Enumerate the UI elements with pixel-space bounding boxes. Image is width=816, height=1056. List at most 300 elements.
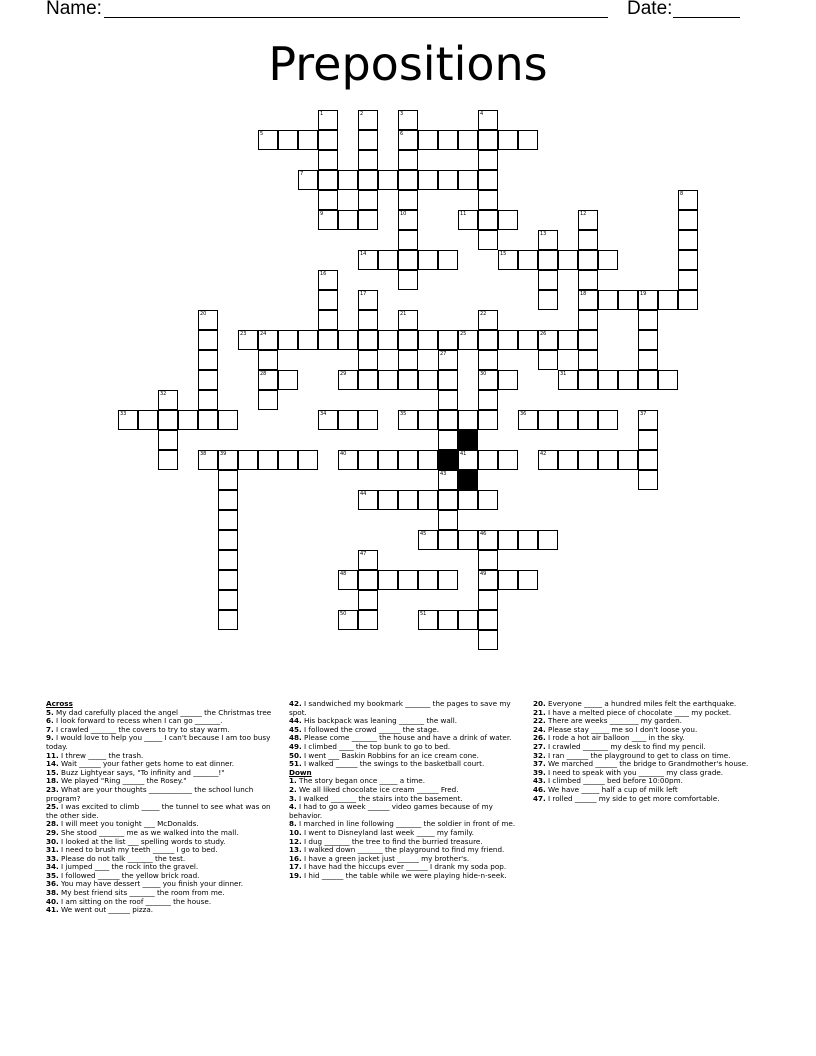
clue-number: 14 (360, 251, 367, 257)
grid-cell[interactable] (378, 250, 398, 270)
grid-cell[interactable] (418, 330, 438, 350)
grid-cell[interactable] (578, 450, 598, 470)
clue-text: I went ___ Baskin Robbins for an ice cream cone. (304, 750, 479, 760)
grid-cell[interactable] (378, 370, 398, 390)
clue-number: 13. (289, 845, 302, 855)
grid-cell[interactable] (338, 610, 358, 630)
grid-cell[interactable] (578, 310, 598, 330)
grid-cell[interactable] (598, 450, 618, 470)
grid-cell[interactable] (538, 250, 558, 270)
clue-number: 9. (46, 733, 54, 743)
clue-text: I had to go a week ______ video games because of my behavior. (289, 802, 493, 820)
clue-number: 2. (289, 784, 297, 794)
grid-cell[interactable] (318, 210, 338, 230)
grid-cell[interactable] (398, 170, 418, 190)
grid-cell[interactable] (578, 270, 598, 290)
grid-cell[interactable] (358, 350, 378, 370)
clue-text: We all liked chocolate ice cream ______ Fred. (299, 784, 459, 794)
grid-cell[interactable] (498, 570, 518, 590)
grid-cell[interactable] (478, 450, 498, 470)
grid-cell[interactable] (618, 450, 638, 470)
clue-text: We played "Ring ______ the Rosey." (61, 776, 187, 786)
grid-cell[interactable] (518, 330, 538, 350)
grid-cell[interactable] (478, 390, 498, 410)
grid-cell[interactable] (318, 110, 338, 130)
clue-number: 43. (533, 776, 546, 786)
grid-cell[interactable] (398, 330, 418, 350)
clue-number: 28 (260, 371, 267, 377)
grid-cell[interactable] (478, 350, 498, 370)
clue-text: I look forward to recess when I can go _______. (56, 716, 223, 726)
grid-cell[interactable] (138, 410, 158, 430)
grid-cell[interactable] (218, 570, 238, 590)
grid-cell[interactable] (478, 590, 498, 610)
grid-cell[interactable] (298, 330, 318, 350)
grid-cell[interactable] (398, 310, 418, 330)
clue-text: I jumped ____ the rock into the gravel. (61, 862, 199, 872)
clues-column-2 (289, 700, 521, 880)
grid-cell[interactable] (218, 410, 238, 430)
grid-cell[interactable] (358, 450, 378, 470)
grid-cell[interactable] (398, 570, 418, 590)
grid-cell[interactable] (438, 530, 458, 550)
grid-cell[interactable] (458, 610, 478, 630)
grid-cell[interactable] (118, 410, 138, 430)
grid-cell[interactable] (478, 310, 498, 330)
grid-cell[interactable] (438, 370, 458, 390)
grid-cell[interactable] (218, 590, 238, 610)
clues-heading: Across (46, 699, 73, 708)
grid-cell[interactable] (678, 290, 698, 310)
clue-number: 22. (533, 716, 546, 726)
grid-cell[interactable] (358, 570, 378, 590)
clue-number: 38 (200, 451, 207, 457)
clue-number: 20 (200, 311, 207, 317)
clue-text: I have a melted piece of chocolate ____ my pocket. (548, 707, 732, 717)
grid-cell[interactable] (638, 470, 658, 490)
grid-cell[interactable] (398, 490, 418, 510)
grid-cell[interactable] (518, 570, 538, 590)
grid-cell[interactable] (398, 190, 418, 210)
grid-cell[interactable] (578, 350, 598, 370)
clue-text: My best friend sits _______ the room from me. (61, 888, 225, 898)
grid-cell[interactable] (458, 170, 478, 190)
grid-cell[interactable] (678, 210, 698, 230)
grid-cell[interactable] (418, 450, 438, 470)
grid-cell[interactable] (678, 230, 698, 250)
grid-cell[interactable] (458, 490, 478, 510)
grid-cell[interactable] (298, 130, 318, 150)
grid-cell[interactable] (198, 350, 218, 370)
grid-cell[interactable] (538, 290, 558, 310)
clue-number: 51 (420, 611, 427, 617)
grid-cell[interactable] (378, 490, 398, 510)
grid-cell[interactable] (438, 570, 458, 590)
grid-cell[interactable] (558, 250, 578, 270)
clue-number: 30. (46, 836, 59, 846)
across-clue (289, 760, 521, 769)
grid-cell[interactable] (358, 290, 378, 310)
clue-number: 21. (533, 707, 546, 717)
grid-cell[interactable] (438, 430, 458, 450)
grid-cell[interactable] (398, 250, 418, 270)
grid-cell[interactable] (398, 410, 418, 430)
grid-cell[interactable] (618, 370, 638, 390)
clue-number: 21 (400, 311, 407, 317)
grid-cell[interactable] (418, 490, 438, 510)
grid-cell[interactable] (218, 510, 238, 530)
grid-cell[interactable] (458, 450, 478, 470)
grid-cell[interactable] (358, 370, 378, 390)
clue-text: I dug _______ the tree to find the burried treasure. (304, 836, 483, 846)
clue-number: 37 (640, 411, 647, 417)
grid-cell[interactable] (358, 170, 378, 190)
across-clue (46, 803, 278, 820)
clue-text: I have had the hiccups ever ______ I drank my soda pop. (304, 862, 507, 872)
down-clue (533, 795, 773, 804)
grid-cell[interactable] (178, 410, 198, 430)
grid-cell[interactable] (478, 190, 498, 210)
across-clue (46, 734, 278, 751)
grid-cell[interactable] (378, 570, 398, 590)
grid-cell[interactable] (478, 150, 498, 170)
grid-cell[interactable] (398, 150, 418, 170)
grid-cell[interactable] (278, 330, 298, 350)
clue-number: 3 (400, 111, 404, 117)
grid-cell[interactable] (418, 130, 438, 150)
grid-cell[interactable] (258, 370, 278, 390)
grid-cell[interactable] (458, 530, 478, 550)
clue-text: She stood _______ me as we walked into the mall. (61, 827, 239, 837)
clue-text: I have a green jacket just ______ my brother's. (304, 853, 470, 863)
clue-number: 5. (46, 707, 54, 717)
grid-cell[interactable] (558, 450, 578, 470)
clue-text: I rode a hot air balloon ____ in the sky. (548, 733, 685, 743)
clue-number: 29 (340, 371, 347, 377)
grid-cell[interactable] (578, 230, 598, 250)
grid-cell[interactable] (318, 330, 338, 350)
grid-cell[interactable] (518, 130, 538, 150)
grid-cell[interactable] (658, 370, 678, 390)
grid-cell[interactable] (438, 510, 458, 530)
grid-cell[interactable] (158, 410, 178, 430)
clue-number: 42. (289, 699, 302, 708)
grid-cell[interactable] (578, 290, 598, 310)
grid-cell[interactable] (638, 370, 658, 390)
grid-cell[interactable] (218, 530, 238, 550)
clue-text: I walked ______ the swings to the basketball court. (304, 759, 485, 769)
grid-cell[interactable] (218, 470, 238, 490)
grid-cell[interactable] (538, 530, 558, 550)
clue-number: 4. (289, 802, 297, 812)
grid-cell[interactable] (478, 130, 498, 150)
grid-cell[interactable] (478, 110, 498, 130)
grid-cell[interactable] (318, 290, 338, 310)
grid-cell[interactable] (418, 370, 438, 390)
clue-number: 18 (580, 291, 587, 297)
grid-cell[interactable] (158, 450, 178, 470)
grid-cell[interactable] (578, 370, 598, 390)
grid-cell[interactable] (418, 410, 438, 430)
clue-text: I will meet you tonight ___ McDonalds. (61, 819, 199, 829)
clue-text: My dad carefully placed the angel ______ the Christmas tree (56, 707, 272, 717)
grid-cell[interactable] (538, 450, 558, 470)
grid-cell[interactable] (478, 630, 498, 650)
grid-cell[interactable] (198, 450, 218, 470)
grid-cell[interactable] (518, 530, 538, 550)
grid-cell[interactable] (478, 490, 498, 510)
clue-text: I marched in line following _______ the soldier in front of me. (299, 819, 516, 829)
clue-text: I rolled ______ my side to get more comfortable. (548, 793, 720, 803)
grid-cell[interactable] (658, 290, 678, 310)
grid-cell[interactable] (498, 130, 518, 150)
grid-cell[interactable] (358, 210, 378, 230)
clue-number: 51. (289, 759, 302, 769)
grid-cell[interactable] (478, 170, 498, 190)
grid-cell[interactable] (498, 330, 518, 350)
grid-cell[interactable] (218, 550, 238, 570)
clue-number: 47 (360, 551, 367, 557)
clue-text: I crawled _______ my desk to find my pencil. (548, 741, 706, 751)
grid-cell[interactable] (198, 370, 218, 390)
clue-text: I am sitting on the roof _______ the house. (61, 896, 212, 906)
clue-text: The story began once _____ a time. (299, 776, 426, 786)
clue-number: 37. (533, 759, 546, 769)
grid-cell[interactable] (418, 250, 438, 270)
grid-cell-black (458, 470, 478, 490)
grid-cell[interactable] (258, 330, 278, 350)
grid-cell[interactable] (558, 370, 578, 390)
clue-number: 25 (460, 331, 467, 337)
grid-cell[interactable] (578, 250, 598, 270)
grid-cell[interactable] (638, 350, 658, 370)
grid-cell[interactable] (398, 210, 418, 230)
grid-cell[interactable] (398, 450, 418, 470)
grid-cell[interactable] (358, 590, 378, 610)
clue-number: 29. (46, 827, 59, 837)
grid-cell[interactable] (538, 270, 558, 290)
grid-cell[interactable] (578, 330, 598, 350)
grid-cell[interactable] (478, 530, 498, 550)
grid-cell[interactable] (398, 370, 418, 390)
grid-cell[interactable] (158, 390, 178, 410)
grid-cell[interactable] (398, 110, 418, 130)
grid-cell[interactable] (438, 470, 458, 490)
grid-cell[interactable] (358, 250, 378, 270)
grid-cell[interactable] (278, 370, 298, 390)
grid-cell[interactable] (498, 530, 518, 550)
grid-cell[interactable] (398, 350, 418, 370)
grid-cell[interactable] (578, 210, 598, 230)
grid-cell[interactable] (338, 450, 358, 470)
grid-cell[interactable] (338, 330, 358, 350)
clue-number: 23. (46, 784, 59, 794)
grid-cell[interactable] (358, 330, 378, 350)
grid-cell[interactable] (258, 450, 278, 470)
grid-cell[interactable] (478, 610, 498, 630)
clue-number: 13 (540, 231, 547, 237)
grid-cell[interactable] (398, 130, 418, 150)
grid-cell[interactable] (258, 390, 278, 410)
grid-cell[interactable] (498, 250, 518, 270)
clue-text: We went out ______ pizza. (61, 905, 154, 915)
grid-cell[interactable] (358, 410, 378, 430)
grid-cell[interactable] (318, 410, 338, 430)
grid-cell[interactable] (638, 330, 658, 350)
grid-cell[interactable] (438, 330, 458, 350)
grid-cell[interactable] (518, 410, 538, 430)
grid-cell[interactable] (258, 130, 278, 150)
grid-cell[interactable] (478, 570, 498, 590)
grid-cell[interactable] (218, 490, 238, 510)
grid-cell[interactable] (398, 270, 418, 290)
grid-cell[interactable] (298, 170, 318, 190)
across-clue (46, 786, 278, 803)
grid-cell[interactable] (378, 450, 398, 470)
grid-cell[interactable] (278, 450, 298, 470)
grid-cell[interactable] (678, 190, 698, 210)
grid-cell[interactable] (378, 330, 398, 350)
grid-cell[interactable] (338, 210, 358, 230)
grid-cell-black (458, 430, 478, 450)
grid-cell[interactable] (438, 250, 458, 270)
clue-number: 39. (533, 767, 546, 777)
grid-cell[interactable] (258, 350, 278, 370)
grid-cell[interactable] (598, 370, 618, 390)
grid-cell[interactable] (438, 490, 458, 510)
grid-cell[interactable] (198, 330, 218, 350)
grid-cell[interactable] (538, 410, 558, 430)
grid-cell[interactable] (678, 250, 698, 270)
grid-cell[interactable] (598, 290, 618, 310)
grid-cell[interactable] (438, 410, 458, 430)
grid-cell[interactable] (418, 530, 438, 550)
clue-text: I need to brush my teeth ______ I go to bed. (61, 845, 218, 855)
grid-cell[interactable] (498, 450, 518, 470)
clue-text: I threw _____ the trash. (61, 750, 144, 760)
grid-cell[interactable] (358, 110, 378, 130)
clue-number: 5 (260, 131, 264, 137)
grid-cell[interactable] (598, 410, 618, 430)
grid-cell[interactable] (638, 410, 658, 430)
grid-cell[interactable] (438, 390, 458, 410)
clue-number: 24. (533, 724, 546, 734)
grid-cell[interactable] (678, 270, 698, 290)
grid-cell[interactable] (458, 130, 478, 150)
grid-cell[interactable] (478, 210, 498, 230)
grid-cell[interactable] (618, 290, 638, 310)
clue-number: 16. (289, 853, 302, 863)
grid-cell[interactable] (438, 170, 458, 190)
grid-cell[interactable] (538, 330, 558, 350)
clue-number: 30 (480, 371, 487, 377)
grid-cell[interactable] (498, 210, 518, 230)
grid-cell[interactable] (318, 190, 338, 210)
grid-cell[interactable] (578, 410, 598, 430)
grid-cell[interactable] (318, 170, 338, 190)
grid-cell[interactable] (358, 190, 378, 210)
grid-cell[interactable] (278, 130, 298, 150)
clue-number: 11 (460, 211, 467, 217)
grid-cell[interactable] (458, 410, 478, 430)
grid-cell[interactable] (538, 230, 558, 250)
clue-number: 31 (560, 371, 567, 377)
grid-cell[interactable] (358, 310, 378, 330)
grid-cell[interactable] (558, 330, 578, 350)
clue-text: There are weeks ________ my garden. (548, 716, 682, 726)
grid-cell[interactable] (638, 310, 658, 330)
grid-cell[interactable] (358, 550, 378, 570)
grid-cell[interactable] (318, 270, 338, 290)
grid-cell[interactable] (438, 130, 458, 150)
grid-cell[interactable] (398, 230, 418, 250)
grid-cell[interactable] (638, 430, 658, 450)
grid-cell[interactable] (358, 490, 378, 510)
grid-cell[interactable] (198, 390, 218, 410)
grid-cell[interactable] (458, 210, 478, 230)
clue-number: 24 (260, 331, 267, 337)
grid-cell[interactable] (498, 370, 518, 390)
grid-cell[interactable] (358, 130, 378, 150)
grid-cell[interactable] (358, 150, 378, 170)
grid-cell[interactable] (598, 250, 618, 270)
grid-cell[interactable] (218, 610, 238, 630)
grid-cell[interactable] (478, 370, 498, 390)
grid-cell[interactable] (458, 330, 478, 350)
clue-number: 1. (289, 776, 297, 786)
grid-cell[interactable] (338, 570, 358, 590)
grid-cell[interactable] (538, 350, 558, 370)
grid-cell[interactable] (438, 610, 458, 630)
clue-number: 39 (220, 451, 227, 457)
grid-cell[interactable] (418, 610, 438, 630)
grid-cell[interactable] (298, 450, 318, 470)
grid-cell[interactable] (378, 170, 398, 190)
grid-cell[interactable] (238, 330, 258, 350)
grid-cell[interactable] (198, 410, 218, 430)
grid-cell[interactable] (518, 250, 538, 270)
grid-cell[interactable] (358, 610, 378, 630)
grid-cell[interactable] (158, 430, 178, 450)
clue-number: 6. (46, 716, 54, 726)
grid-cell[interactable] (478, 410, 498, 430)
grid-cell[interactable] (478, 550, 498, 570)
grid-cell[interactable] (558, 410, 578, 430)
grid-cell[interactable] (478, 330, 498, 350)
clue-text: His backpack was leaning _______ the wall. (304, 716, 458, 726)
grid-cell[interactable] (218, 450, 238, 470)
grid-cell[interactable] (238, 450, 258, 470)
clue-text: I need to speak with you _______ my class grade. (548, 767, 724, 777)
grid-cell[interactable] (198, 310, 218, 330)
grid-cell[interactable] (318, 310, 338, 330)
grid-cell[interactable] (418, 570, 438, 590)
clue-text: Please stay _____ me so I don't loose you. (548, 724, 698, 734)
clue-number: 6 (400, 131, 404, 137)
grid-cell[interactable] (638, 450, 658, 470)
grid-cell[interactable] (338, 410, 358, 430)
grid-cell[interactable] (318, 130, 338, 150)
grid-cell[interactable] (478, 230, 498, 250)
clues-column-3 (533, 700, 773, 803)
grid-cell[interactable] (338, 170, 358, 190)
across-clue (289, 700, 521, 717)
grid-cell[interactable] (418, 170, 438, 190)
grid-cell[interactable] (438, 350, 458, 370)
grid-cell[interactable] (318, 150, 338, 170)
grid-cell[interactable] (638, 290, 658, 310)
grid-cell[interactable] (338, 370, 358, 390)
